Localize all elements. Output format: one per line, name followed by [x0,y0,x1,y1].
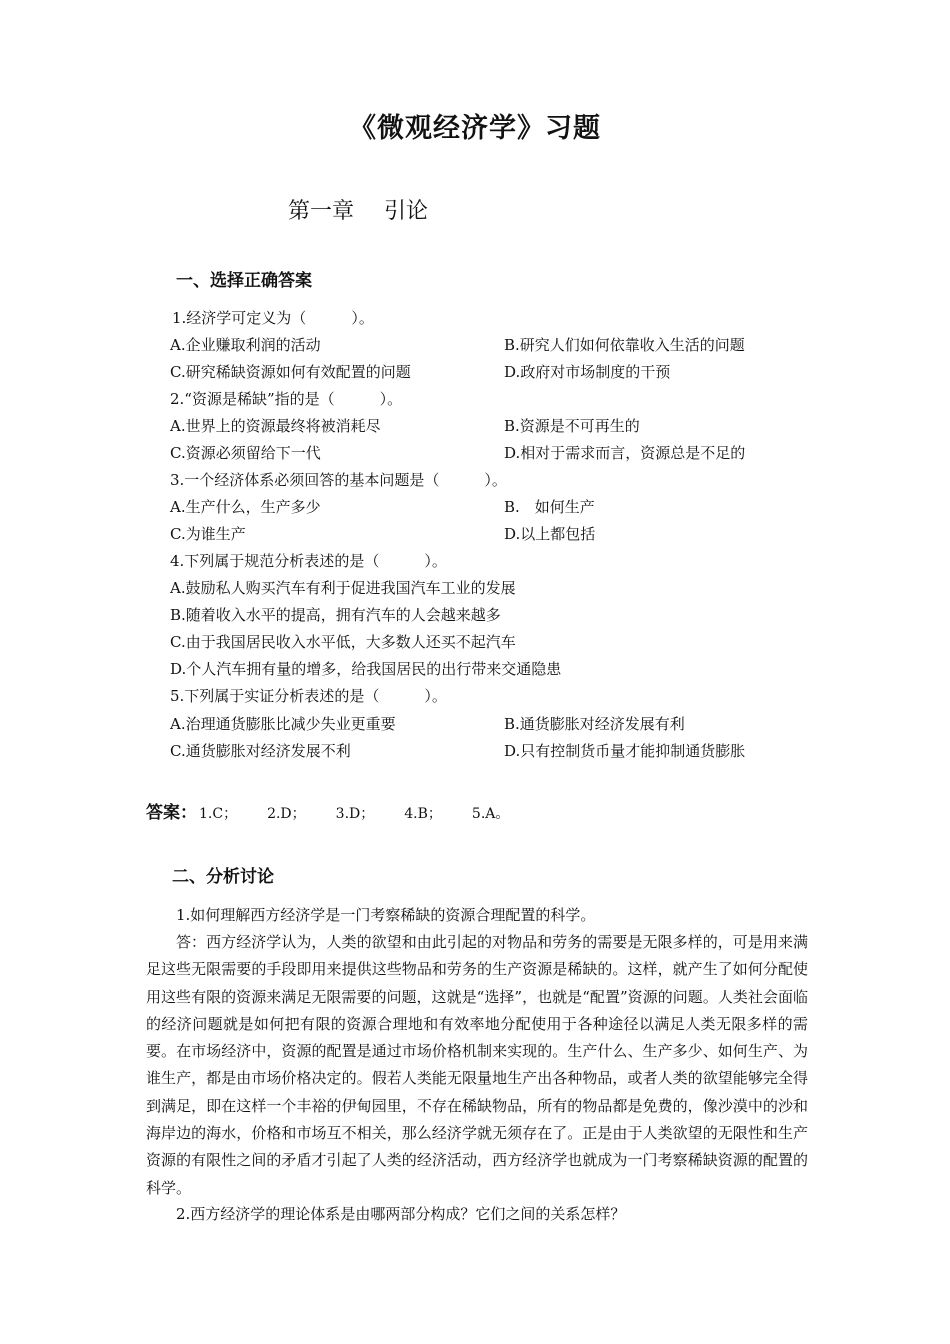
option-a: A.鼓励私人购买汽车有利于促进我国汽车工业的发展 [170,579,516,597]
answer-value: 5.A。 [471,806,510,822]
option-d: D.只有控制货币量才能抑制通货膨胀 [504,742,746,760]
option-a: A.治理通货膨胀比减少失业更重要 [170,715,396,733]
chapter-heading [288,194,428,225]
option-d: D.以上都包括 [504,525,596,543]
answer-value: 3.D； [335,806,375,822]
option-b: B.随着收入水平的提高，拥有汽车的人会越来越多 [170,606,501,624]
question-stem: 1.经济学可定义为（ ）。 [172,309,374,327]
option-b: B.研究人们如何依靠收入生活的问题 [504,336,745,354]
answer-value: 2.D； [267,806,306,822]
question-stem: 3.一个经济体系必须回答的基本问题是（ ）。 [170,471,507,489]
answer-key [146,798,539,823]
option-b: B. 如何生产 [504,498,595,516]
option-c: C.资源必须留给下一代 [170,444,321,462]
question-stem: 5.下列属于实证分析表述的是（ ）。 [170,687,447,705]
option-c: C.为谁生产 [170,525,246,543]
option-c: C.通货膨胀对经济发展不利 [170,742,351,760]
section-heading-choice: 一、选择正确答案 [176,271,312,291]
option-a: A.企业赚取利润的活动 [170,336,321,354]
answer-value: 1.C； [199,806,238,822]
option-a: A.世界上的资源最终将被消耗尽 [170,417,381,435]
option-d: D.个人汽车拥有量的增多，给我国居民的出行带来交通隐患 [170,660,562,678]
question-stem: 4.下列属于规范分析表述的是（ ）。 [170,552,447,570]
chapter-number: 第一章 [288,199,355,224]
option-c: C.由于我国居民收入水平低，大多数人还买不起汽车 [170,633,516,651]
option-c: C.研究稀缺资源如何有效配置的问题 [170,363,411,381]
option-d: D.政府对市场制度的干预 [504,363,671,381]
question-stem: 2.“资源是稀缺”指的是（ ）。 [170,390,403,408]
option-b: B.资源是不可再生的 [504,417,640,435]
discussion-answer-1: 答：西方经济学认为，人类的欲望和由此引起的对物品和劳务的需要是无限多样的，可是用来满足这些无限需要的手段即用来提供这些物品和劳务的生产资源是稀缺的。这样，就产生了如何分配使用这些有限的资源来满足无限需要的问题，这就是“选择”，也就是“配置”资源的问题。人类社会面临的经济问题就是如何把有限的资源合理地和有效率地分配使用于各种途径以满足人类无限多样的需要。在市场经济中，资源的配置是通过市场价格机制来实现的。生产什么、生产多少、如何生产、为谁生产，都是由市场价格决定的。假若人类能无限量地生产出各种物品，或者人类的欲望能够完全得到满足，即在这样一个丰裕的伊甸园里，不存在稀缺物品，所有的物品都是免费的，像沙漠中的沙和海岸边的海水，价格和市场互不相关，那么经济学就无须存在了。正是由于人类欲望的无限性和生产资源的有限性之间的矛盾才引起了人类的经济活动，西方经济学也就成为一门考察稀缺资源的配置的科学。 [146,933,808,1197]
discussion-question-1: 1.如何理解西方经济学是一门考察稀缺的资源合理配置的科学。 [176,906,596,924]
option-d: D.相对于需求而言，资源总是不足的 [504,444,746,462]
chapter-name: 引论 [384,199,429,224]
section-heading-discussion: 二、分析讨论 [172,867,274,887]
answer-key-label: 答案： [146,803,197,823]
option-b: B.通货膨胀对经济发展有利 [504,715,685,733]
option-a: A.生产什么，生产多少 [170,498,321,516]
document-title: 《微观经济学》习题 [349,113,601,144]
answer-value: 4.B； [404,806,442,822]
discussion-question-2: 2.西方经济学的理论体系是由哪两部分构成？它们之间的关系怎样？ [176,1205,626,1223]
